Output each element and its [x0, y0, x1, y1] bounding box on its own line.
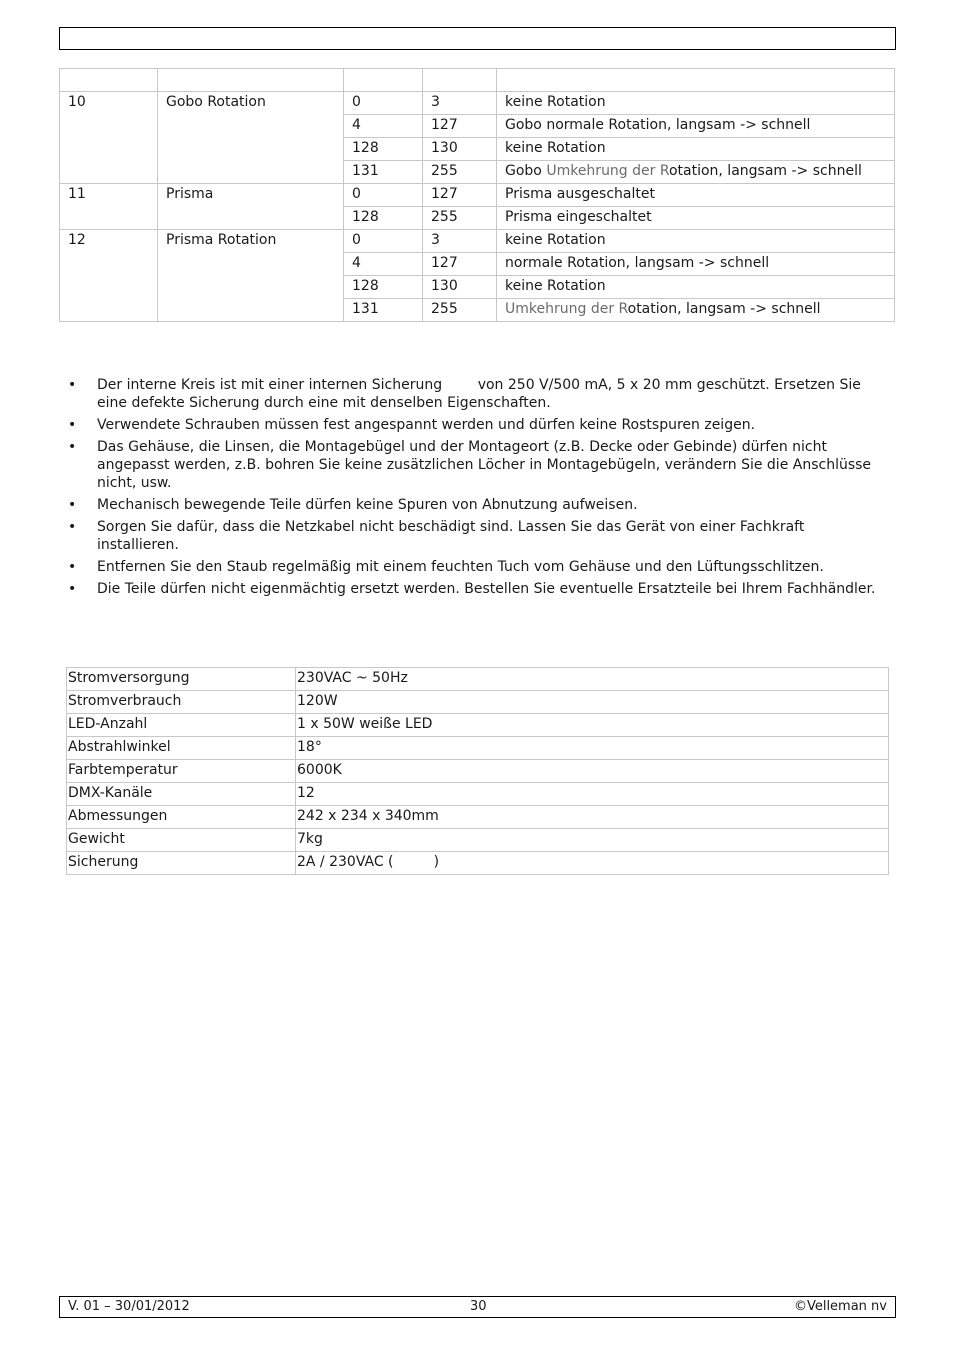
table-row	[60, 230, 895, 253]
channel-cell: 10	[60, 92, 158, 184]
range-from-cell: 0	[344, 184, 423, 207]
channel-cell: 12	[60, 230, 158, 322]
description-text: Gobo normale Rotation, langsam -> schnell	[505, 117, 811, 133]
spec-value: 18°	[296, 737, 889, 760]
channel-cell: 11	[60, 184, 158, 230]
range-from-cell: 128	[344, 276, 423, 299]
description-text: otation, langsam -> schnell	[668, 163, 862, 179]
range-to-cell: 130	[423, 276, 497, 299]
spec-label: Farbtemperatur	[67, 760, 296, 783]
range-to-cell: 3	[423, 230, 497, 253]
function-cell: Prisma	[158, 184, 344, 230]
range-to-cell: 255	[423, 299, 497, 322]
range-to-cell: 255	[423, 207, 497, 230]
description-cell	[497, 207, 895, 230]
description-cell	[497, 253, 895, 276]
description-text-muted: Umkehrung der R	[505, 301, 628, 317]
range-to-cell: 130	[423, 138, 497, 161]
spec-label: Stromversorgung	[67, 668, 296, 691]
list-item	[68, 438, 878, 492]
dmx-table-header-row	[60, 69, 895, 92]
description-text-muted: Umkehrung der R	[546, 163, 669, 179]
spec-value: 6000K	[296, 760, 889, 783]
spec-value: 7kg	[296, 829, 889, 852]
description-cell	[497, 299, 895, 322]
header-cell	[497, 69, 895, 92]
range-from-cell: 128	[344, 138, 423, 161]
spec-value: 242 x 234 x 340mm	[296, 806, 889, 829]
spec-value: 1 x 50W weiße LED	[296, 714, 889, 737]
range-from-cell: 131	[344, 299, 423, 322]
description-text: Gobo	[505, 163, 547, 179]
list-item	[68, 518, 878, 554]
list-item-text: Sorgen Sie dafür, dass die Netzkabel nicht beschädigt sind. Lassen Sie das Gerät von einer Fachkraft installieren.	[97, 519, 809, 553]
spec-label: Sicherung	[67, 852, 296, 875]
list-item-text: Entfernen Sie den Staub regelmäßig mit einem feuchten Tuch vom Gehäuse und den Lüftungsschlitzen.	[97, 559, 824, 575]
table-row	[67, 737, 889, 760]
header-cell	[158, 69, 344, 92]
description-cell	[497, 230, 895, 253]
description-cell	[497, 92, 895, 115]
table-row	[67, 852, 889, 875]
spec-value: 120W	[296, 691, 889, 714]
page-footer	[59, 1296, 896, 1318]
description-text: keine Rotation	[505, 278, 606, 294]
description-cell	[497, 184, 895, 207]
list-item-text: Der interne Kreis ist mit einer internen Sicherung von 250 V/500 mA, 5 x 20 mm geschützt. Ersetzen Sie eine defekte Sicherung durch eine mit denselben Eigenschaften.	[97, 377, 866, 411]
range-to-cell: 127	[423, 115, 497, 138]
description-text: otation, langsam -> schnell	[627, 301, 821, 317]
bullet-icon: •	[68, 497, 77, 513]
list-item	[68, 376, 878, 412]
description-text: keine Rotation	[505, 232, 606, 248]
description-text: keine Rotation	[505, 94, 606, 110]
function-cell: Gobo Rotation	[158, 92, 344, 184]
table-row	[67, 829, 889, 852]
dmx-channel-table	[59, 68, 895, 322]
page-header-box	[59, 27, 896, 50]
bullet-icon: •	[68, 519, 77, 535]
range-from-cell: 4	[344, 115, 423, 138]
bullet-icon: •	[68, 581, 77, 597]
spec-value: 230VAC ~ 50Hz	[296, 668, 889, 691]
header-cell	[344, 69, 423, 92]
description-cell	[497, 161, 895, 184]
bullet-icon: •	[68, 559, 77, 575]
bullet-icon: •	[68, 417, 77, 433]
bullet-icon: •	[68, 439, 77, 455]
bullet-icon: •	[68, 377, 77, 393]
spec-value: 12	[296, 783, 889, 806]
spec-label: Abmessungen	[67, 806, 296, 829]
table-row	[67, 783, 889, 806]
list-item-text: Die Teile dürfen nicht eigenmächtig ersetzt werden. Bestellen Sie eventuelle Ersatzteile bei Ihrem Fachhändler.	[97, 581, 876, 597]
description-cell	[497, 115, 895, 138]
description-cell	[497, 138, 895, 161]
range-from-cell: 131	[344, 161, 423, 184]
list-item-text: Das Gehäuse, die Linsen, die Montagebügel und der Montageort (z.B. Decke oder Gebinde) dürfen nicht angepasst werden, z.B. bohren Sie keine zusätzlichen Löcher in Montagebügeln, verändern Sie die Anschlüsse nicht, usw.	[97, 439, 876, 491]
footer-page-number: 30	[470, 1299, 487, 1314]
spec-label: LED-Anzahl	[67, 714, 296, 737]
table-row	[67, 691, 889, 714]
footer-copyright: ©Velleman nv	[793, 1299, 887, 1314]
spec-label: Abstrahlwinkel	[67, 737, 296, 760]
list-item	[68, 558, 878, 576]
description-text: Prisma eingeschaltet	[505, 209, 652, 225]
range-to-cell: 127	[423, 184, 497, 207]
range-from-cell: 0	[344, 92, 423, 115]
table-row	[67, 760, 889, 783]
header-cell	[60, 69, 158, 92]
spec-label: DMX-Kanäle	[67, 783, 296, 806]
table-row	[60, 184, 895, 207]
footer-version: V. 01 – 30/01/2012	[68, 1299, 190, 1314]
spec-label: Gewicht	[67, 829, 296, 852]
list-item-text: Mechanisch bewegende Teile dürfen keine Spuren von Abnutzung aufweisen.	[97, 497, 638, 513]
list-item	[68, 580, 878, 598]
range-to-cell: 3	[423, 92, 497, 115]
specifications-table	[66, 667, 889, 875]
table-row	[60, 92, 895, 115]
list-item	[68, 416, 878, 434]
range-from-cell: 0	[344, 230, 423, 253]
description-cell	[497, 276, 895, 299]
maintenance-list	[68, 376, 878, 602]
range-from-cell: 128	[344, 207, 423, 230]
table-row	[67, 806, 889, 829]
header-cell	[423, 69, 497, 92]
range-from-cell: 4	[344, 253, 423, 276]
list-item	[68, 496, 878, 514]
range-to-cell: 255	[423, 161, 497, 184]
description-text: normale Rotation, langsam -> schnell	[505, 255, 770, 271]
function-cell: Prisma Rotation	[158, 230, 344, 322]
description-text: keine Rotation	[505, 140, 606, 156]
list-item-text: Verwendete Schrauben müssen fest angespannt werden und dürfen keine Rostspuren zeigen.	[97, 417, 756, 433]
spec-value: 2A / 230VAC ( )	[296, 852, 889, 875]
spec-label: Stromverbrauch	[67, 691, 296, 714]
description-text: Prisma ausgeschaltet	[505, 186, 655, 202]
table-row	[67, 714, 889, 737]
table-row	[67, 668, 889, 691]
range-to-cell: 127	[423, 253, 497, 276]
